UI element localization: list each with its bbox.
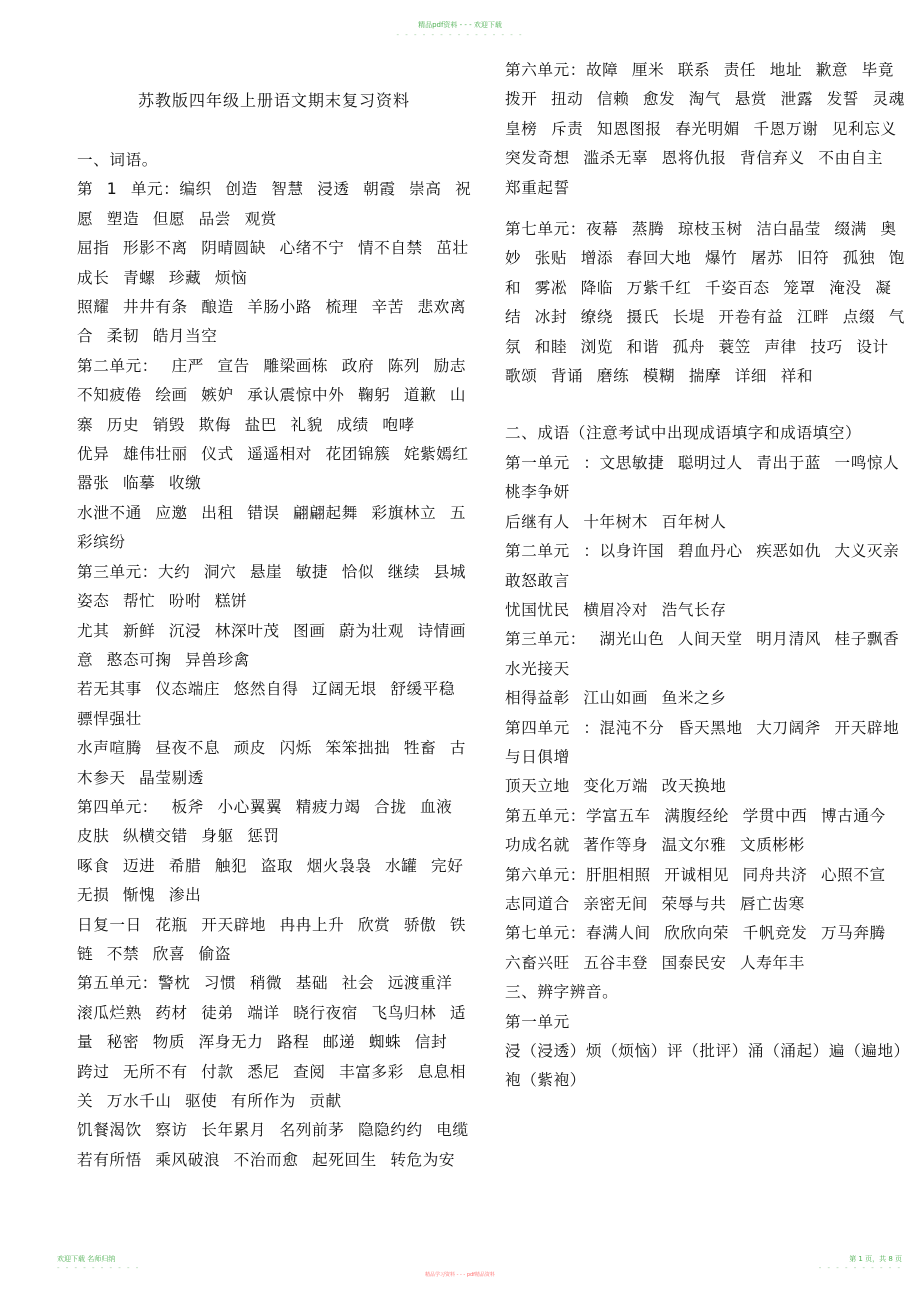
spacer (505, 391, 905, 419)
idioms-unit-1-2: 后继有人 十年树木 百年树人 (505, 512, 727, 531)
unit-2-words-3: 水泄不通 应邀 出租 错误 翩翩起舞 彩旗林立 五彩缤纷 (77, 503, 467, 552)
unit-5-words: 第五单元：警枕 习惯 稍微 基础 社会 远渡重洋 滚瓜烂熟 药材 徒弟 端详 晓行夜宿 飞鸟归林 适量 秘密 物质 浑身无力 路程 邮递 蜘蛛 信封 跨过 无所不有 付款 悉尼 查阅 丰富多彩 息息相关 万水千山 驱使 有所作为 贡献 (77, 974, 467, 1110)
idioms-unit-6: 第六单元：肝胆相照 开诚相见 同舟共济 心照不宣 志同道合 亲密无间 荣辱与共 唇亡齿寒 (505, 865, 886, 913)
idioms-unit-3-2: 相得益彰 江山如画 鱼米之乡 (505, 689, 727, 708)
idioms-unit-2-2: 忧国忧民 横眉冷对 浩气长存 (505, 600, 727, 619)
page-header (0, 20, 920, 39)
unit-3-words-3: 若无其事 仪态端庄 悠然自得 辽阔无垠 舒缓平稳 骠悍强壮 (77, 680, 456, 728)
left-column (77, 146, 475, 1175)
unit-1-words-3: 照耀 井井有条 酿造 羊肠小路 梳理 辛苦 悲欢离合 柔韧 皓月当空 (77, 298, 467, 346)
footer-left-dots: - - - - - - - - - - (57, 1264, 141, 1272)
section-heading-idioms: 二、成语（注意考试中出现成语填字和成语填空） (505, 424, 862, 443)
header-dots: - - - - - - - - - - - - - - - (396, 31, 524, 39)
right-column (505, 56, 905, 1096)
unit-1-words-2: 屈指 形影不离 阴晴圆缺 心绪不宁 情不自禁 茁壮成长 青螺 珍藏 烦恼 (77, 239, 469, 287)
idioms-unit-7: 第七单元：春满人间 欣欣向荣 千帆竞发 万马奔腾 六畜兴旺 五谷丰登 国泰民安 人寿年丰 (505, 924, 886, 972)
unit-4-words-2: 啄食 迈进 希腊 触犯 盗取 烟火袅袅 水罐 完好无损 惭愧 渗出 (77, 856, 464, 905)
unit-2-words: 第二单元： 庄严 宣告 雕梁画栋 政府 陈列 励志 不知疲倦 绘画 嫉妒 承认震惊中外 鞠躬 道歉 山寨 历史 销毁 欺侮 盐巴 礼貌 成绩 咆哮 (77, 356, 467, 434)
unit-6-words: 第六单元：故障 厘米 联系 责任 地址 歉意 毕竟 拨开 扭动 信赖 愈发 淘气 悬赏 泄露 发誓 灵魂 皇榜 斥责 知恩图报 春光明媚 千恩万谢 见利忘义 突发奇想 滥杀无辜 恩将仇报 背信弃义 不由自主 郑重起誓 (505, 61, 905, 197)
idioms-unit-3: 第三单元： 湖光山色 人间天堂 明月清风 桂子飘香 水光接天 (505, 630, 900, 678)
unit-3-words-2: 尤其 新鲜 沉浸 林深叶茂 图画 蔚为壮观 诗情画意 憨态可掬 异兽珍禽 (77, 621, 467, 669)
unit-3-words-4: 水声喧腾 昼夜不息 顽皮 闪烁 笨笨拙拙 牲畜 古木参天 晶莹剔透 (77, 739, 467, 787)
characters-unit-1: 浸（浸透）烦（烦恼）评（批评）涌（涌起）遍（遍地）袍（紫袍） (505, 1042, 903, 1090)
footer-left (57, 1254, 140, 1272)
unit-7-words: 第七单元：夜幕 蒸腾 琼枝玉树 洁白晶莹 缀满 奥妙 张贴 增添 春回大地 爆竹 屠苏 旧符 孤独 饱和 雾凇 降临 万紫千红 千姿百态 笼罩 淹没 凝结 冰封 缭绕 摄氏 长堤 开卷有益 江畔 点缀 气氛 和睦 浏览 和谐 孤舟 蓑笠 声律 技巧 设计 歌颂 背诵 磨练 模糊 揣摩 详细 祥和 (505, 220, 905, 386)
footer-right (819, 1254, 902, 1272)
idioms-unit-5: 第五单元：学富五车 满腹经纶 学贯中西 博古通今 功成名就 著作等身 温文尔雅 文质彬彬 (505, 806, 886, 855)
unit-5-words-2: 饥餐渴饮 察访 长年累月 名列前茅 隐隐约约 电缆 若有所悟 乘风破浪 不治而愈 起死回生 转危为安 (77, 1121, 469, 1169)
section-heading-vocab: 一、词语。 (77, 151, 158, 169)
header-text: 精品pdf资料 - - - 欢迎下载 (418, 21, 502, 29)
unit-1-words: 第 1 单元：编织 创造 智慧 浸透 朝霞 崇高 祝愿 塑造 但愿 品尝 观赏 (77, 180, 472, 228)
characters-unit-1-heading: 第一单元 (505, 1012, 570, 1031)
spacer (505, 203, 905, 215)
section-heading-characters: 三、辨字辨音。 (505, 983, 619, 1002)
page-number: 第 1 页，共 8 页 (849, 1255, 902, 1263)
unit-2-words-2: 优异 雄伟壮丽 仪式 遥遥相对 花团锦簇 姹紫嫣红 嚣张 临摹 收缴 (77, 445, 469, 493)
unit-4-words-3: 日复一日 花瓶 开天辟地 冉冉上升 欣赏 骄傲 铁链 不禁 欣喜 偷盗 (77, 915, 467, 963)
idioms-unit-1: 第一单元 ：文思敏捷 聪明过人 青出于蓝 一鸣惊人 桃李争妍 (505, 453, 900, 502)
unit-3-words: 第三单元：大约 洞穴 悬崖 敏捷 恰似 继续 县城 姿态 帮忙 吩咐 糕饼 (77, 562, 467, 611)
idioms-unit-4-2: 顶天立地 变化万端 改天换地 (505, 777, 727, 796)
idioms-unit-2: 第二单元 ：以身许国 碧血丹心 疾恶如仇 大义灭亲 敢怒敢言 (505, 542, 900, 590)
idioms-unit-4: 第四单元 ：混沌不分 昏天黑地 大刀阔斧 开天辟地 与日俱增 (505, 718, 900, 766)
footer-left-text: 欢迎下载 名师归纳 (57, 1255, 116, 1263)
footer-right-dots: - - - - - - - - - - (818, 1264, 902, 1272)
unit-4-words: 第四单元： 板斧 小心翼翼 精疲力竭 合拢 血液 皮肤 纵横交错 身躯 惩罚 (77, 797, 453, 846)
document-title: 苏教版四年级上册语文期末复习资料 (137, 91, 410, 110)
footer-center: 精品学习资料 - - - pdf精品资料 (425, 1272, 495, 1278)
